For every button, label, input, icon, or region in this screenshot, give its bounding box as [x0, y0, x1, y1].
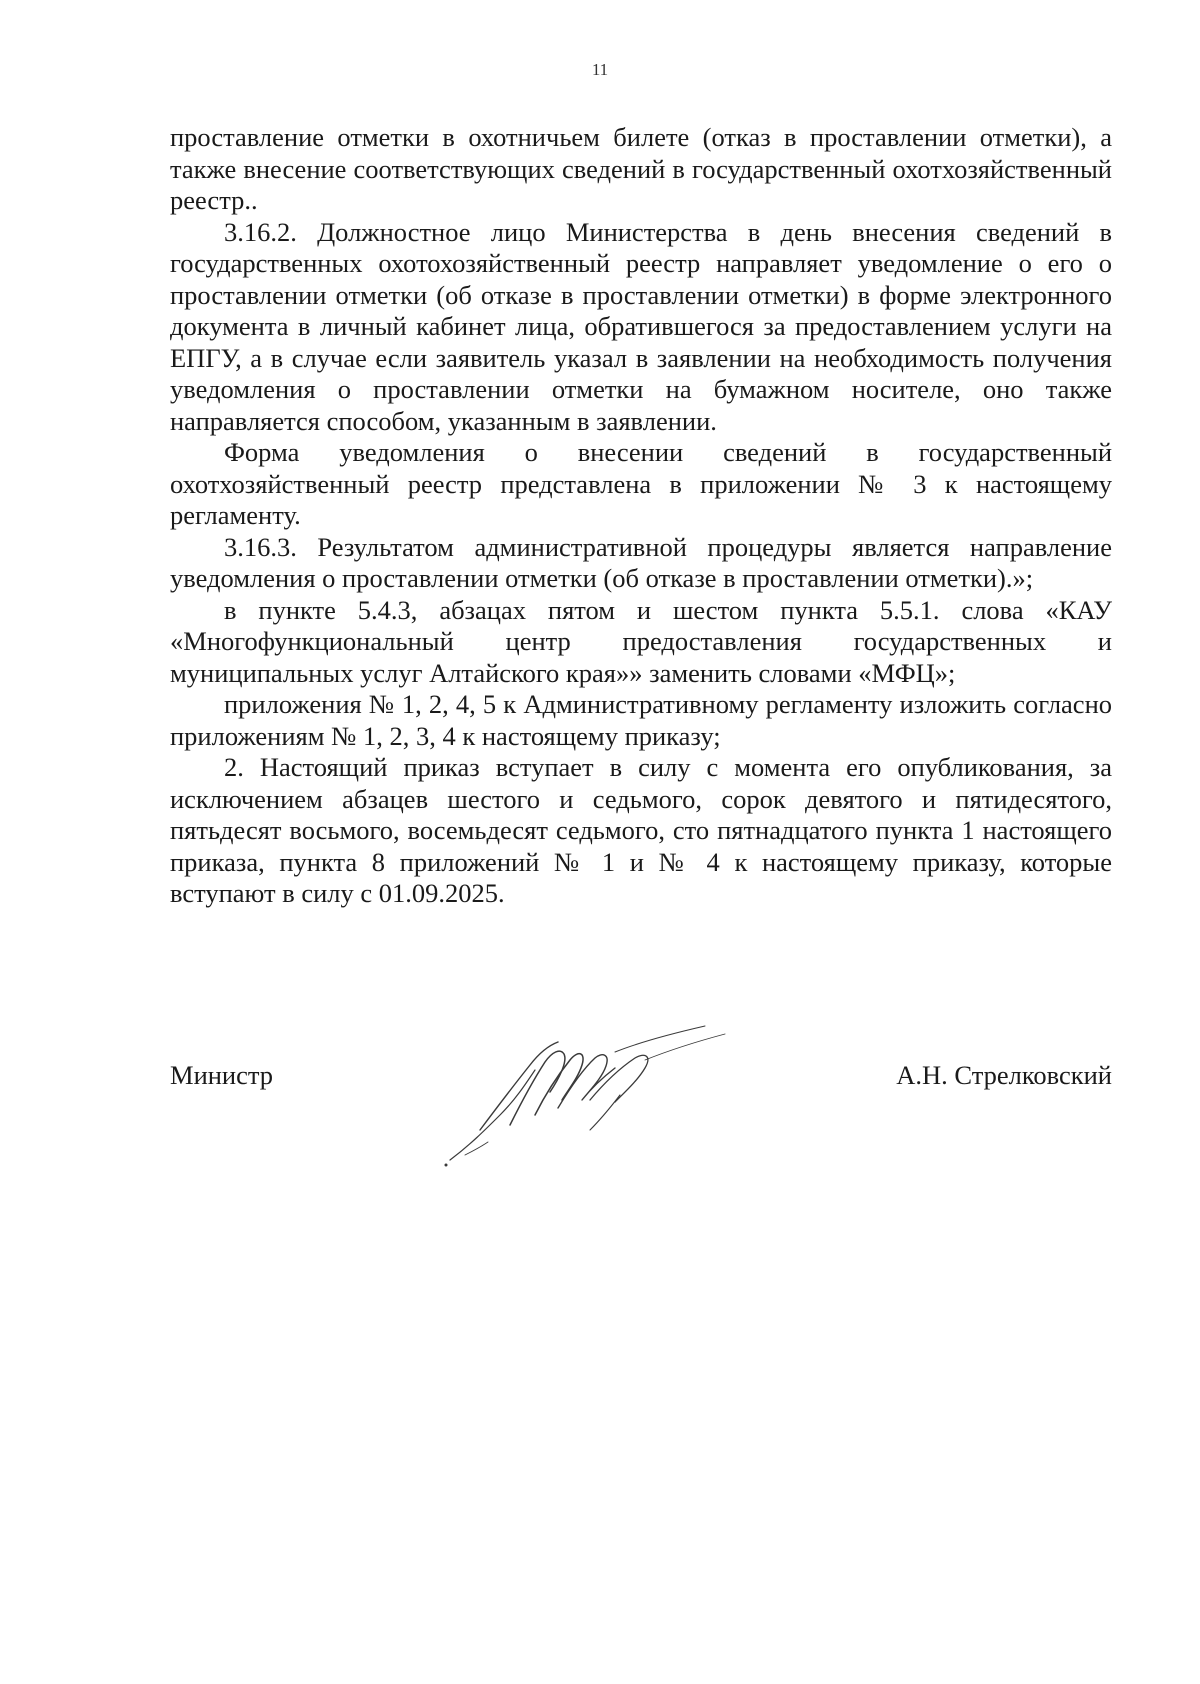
- document-body: [170, 122, 1112, 910]
- handwritten-signature: [440, 1020, 760, 1170]
- paragraph-effective-date: 2. Настоящий приказ вступает в силу с момента его опубликования, за исключением абзацев шестого и седьмого, сорок девятого и пятидесятого, пятьдесят восьмого, восемьдесят седьмого, сто пятнадцатого пункта 1 настоящего приказа, пункта 8 приложений № 1 и № 4 к настоящему приказу, которые вступают в силу с 01.09.2025.: [170, 752, 1112, 908]
- paragraph-3-16-2: 3.16.2. Должностное лицо Министерства в день внесения сведений в государственных охотохозяйственный реестр направляет уведомление о его о проставлении отметки (об отказе в проставлении отметки) в форме электронного документа в личный кабинет лица, обратившегося за предоставлением услуги на ЕПГУ, а в случае если заявитель указал в заявлении на необходимость получения уведомления о проставлении отметки на бумажном носителе, оно также направляется способом, указанным в заявлении.: [170, 216, 1112, 436]
- paragraph-continuation: проставление отметки в охотничьем билете (отказ в проставлении отметки), а также внесение соответствующих сведений в государственный охотхозяйственный реестр..: [170, 122, 1112, 215]
- page-number: 11: [591, 60, 609, 79]
- paragraph-appendices: приложения № 1, 2, 4, 5 к Административному регламенту изложить согласно приложениям № 1, 2, 3, 4 к настоящему приказу;: [170, 689, 1112, 751]
- signatory-name: А.Н. Стрелковский: [896, 1060, 1112, 1090]
- signatory-position: Министр: [170, 1060, 274, 1090]
- paragraph-notification-form: Форма уведомления о внесении сведений в государственный охотхозяйственный реестр представлена в приложении № 3 к настоящему регламенту.: [170, 437, 1112, 530]
- paragraph-3-16-3: 3.16.3. Результатом административной процедуры является направление уведомления о проставлении отметки (об отказе в проставлении отметки).»;: [170, 531, 1112, 593]
- paragraph-mfc-replacement: в пункте 5.4.3, абзацах пятом и шестом пункта 5.5.1. слова «КАУ «Многофункциональный центр предоставления государственных и муниципальных услуг Алтайского края»» заменить словами «МФЦ»;: [170, 594, 1112, 688]
